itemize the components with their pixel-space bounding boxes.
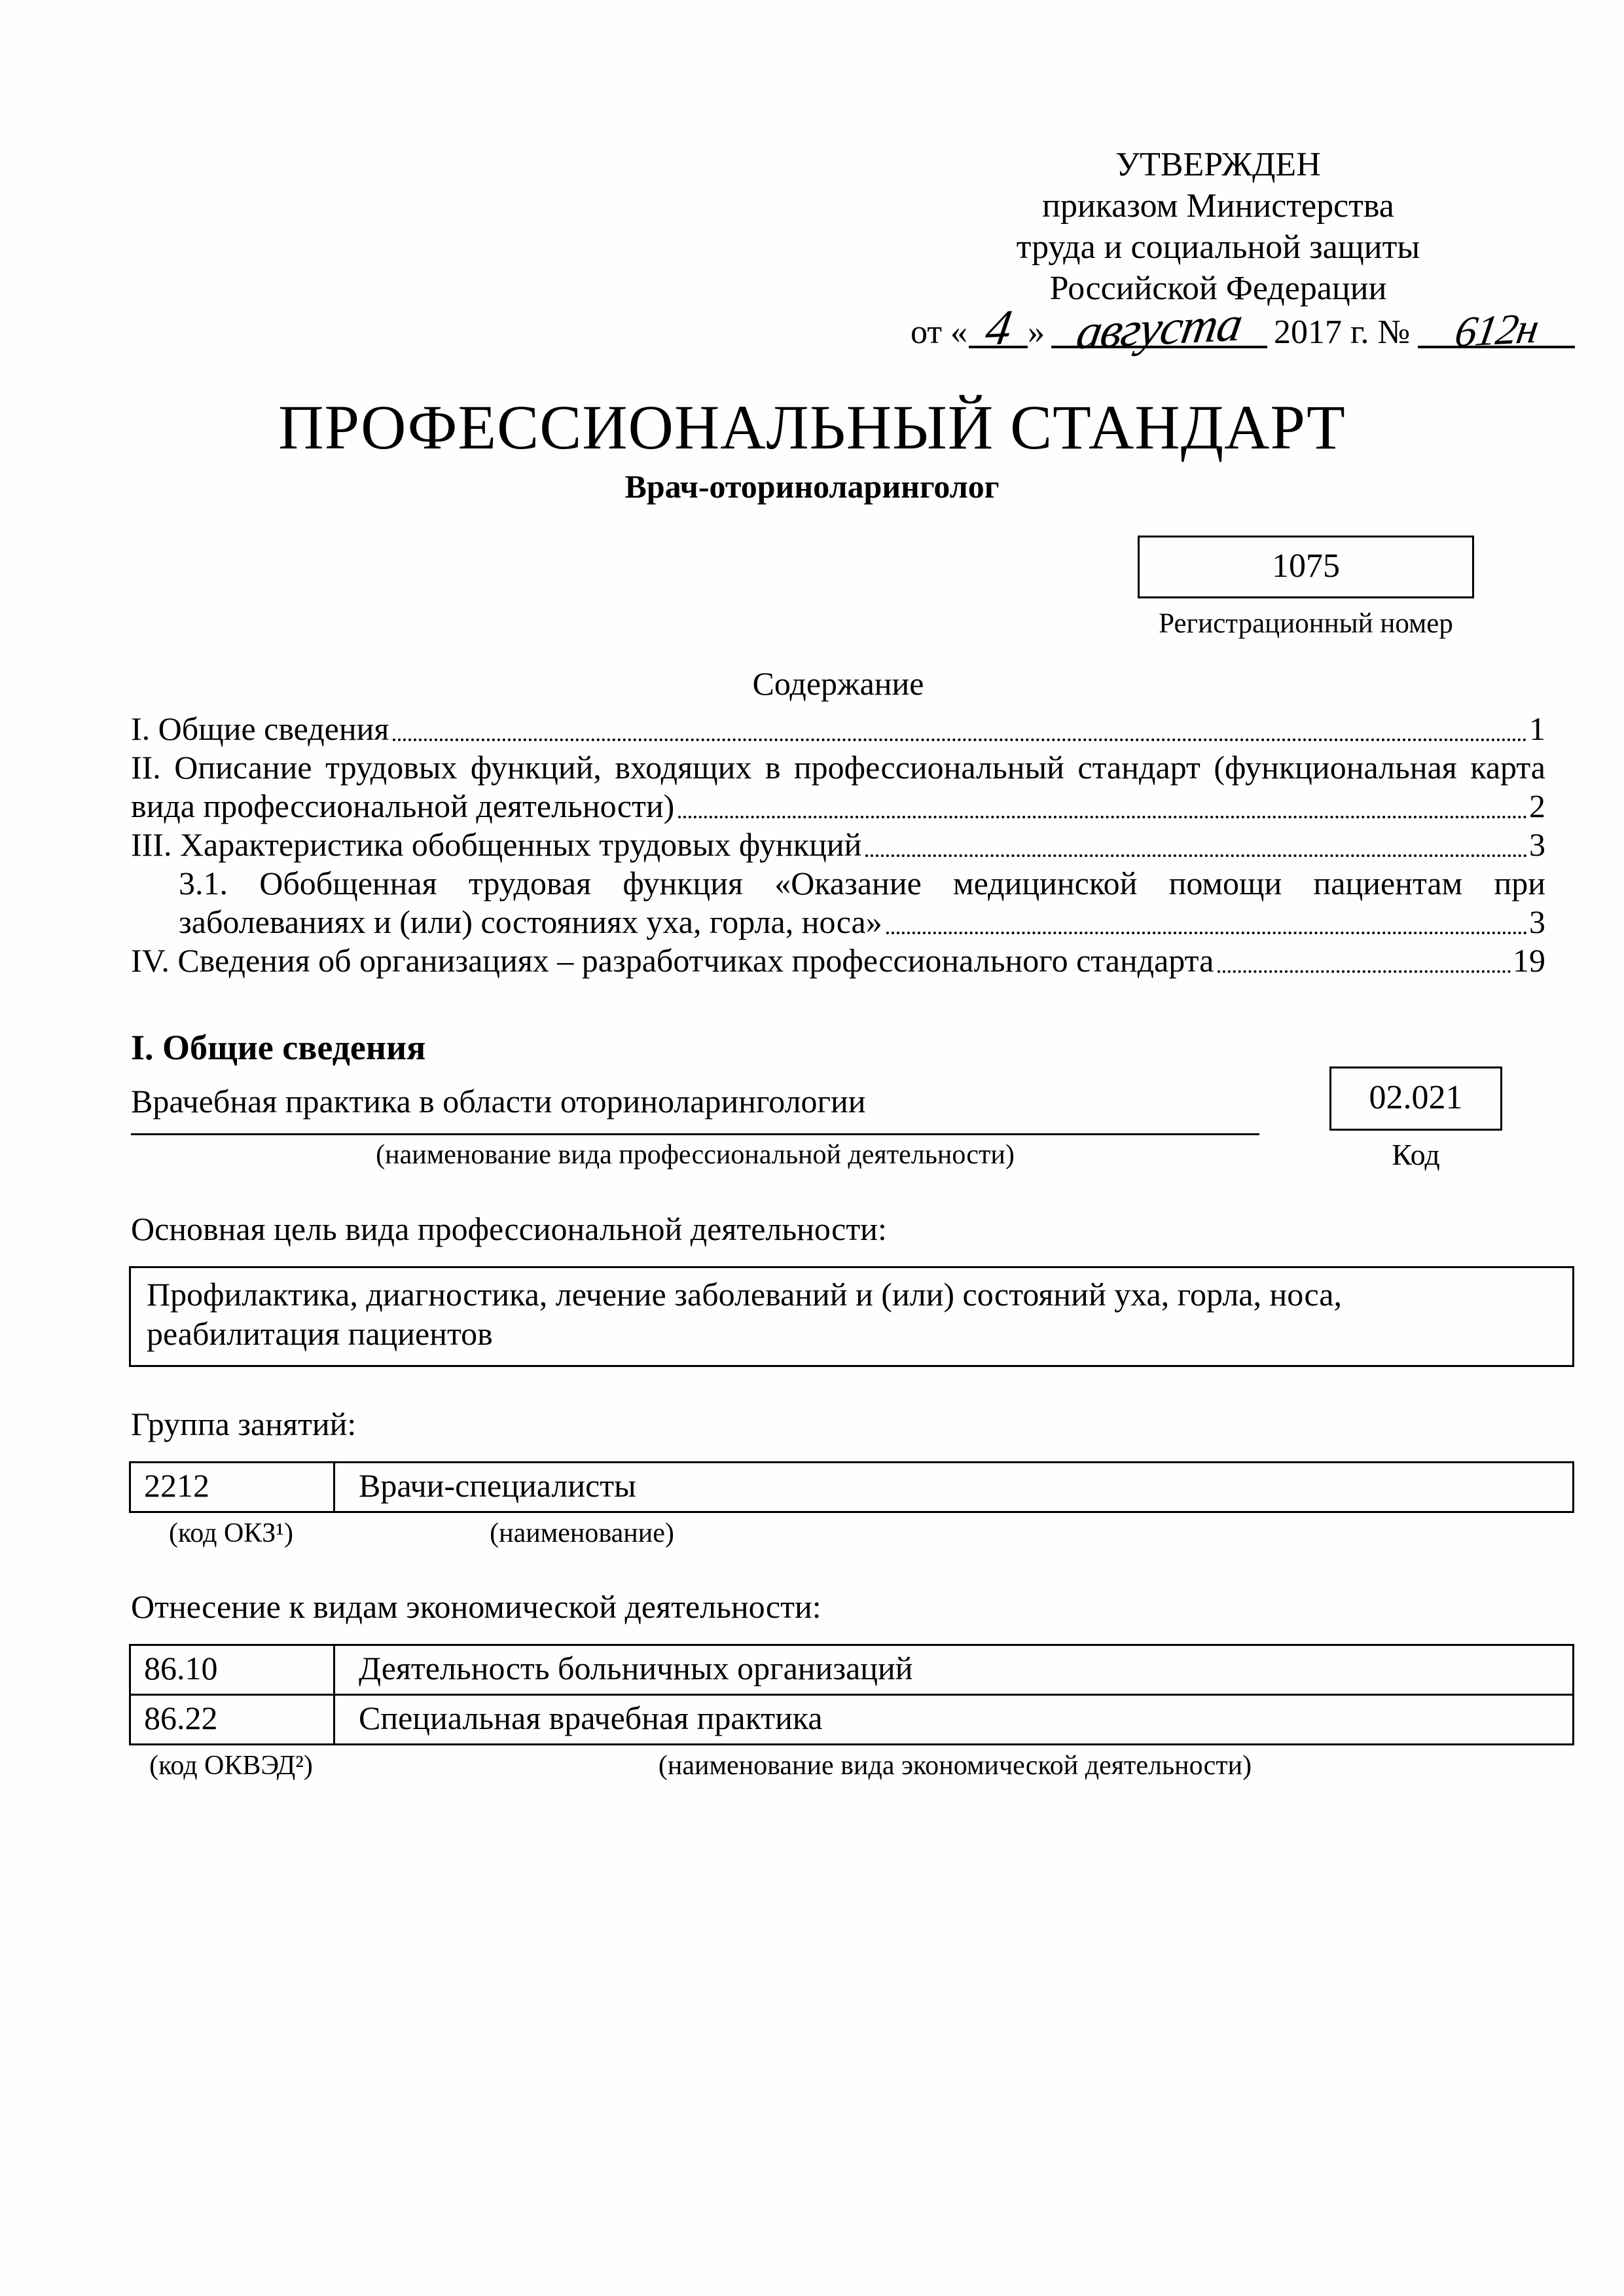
activity-name-field [131,1082,1259,1171]
toc-heading: Содержание [752,665,924,702]
occupation-code-cell: 2212 [131,1463,335,1511]
purpose-text-line-1: Профилактика, диагностика, лечение заболеваний и (или) состояний уха, горла, носа, [147,1275,1342,1313]
registration-number-box: 1075 [1138,536,1474,598]
toc-entry-3-1-line-2 [131,903,1545,941]
table-row [131,1646,1572,1694]
okz-code-caption: (код ОКЗ¹) [169,1518,293,1548]
toc-page-number: 19 [1513,941,1545,979]
document-title: ПРОФЕССИОНАЛЬНЫЙ СТАНДАРТ [278,392,1346,462]
date-close-quote: » [1028,314,1045,351]
occupation-table-captions [129,1517,1574,1550]
section-1-heading: I. Общие сведения [131,1027,426,1067]
okved-code-caption: (код ОКВЭД²) [149,1750,313,1781]
approval-line-ministry: труда и социальной защиты [1016,228,1420,266]
toc-page-number: 3 [1529,903,1545,940]
occupation-name-caption: (наименование) [490,1518,674,1548]
economic-activity-table [129,1644,1574,1745]
toc-dot-leader [886,932,1527,934]
toc-entry-3 [131,826,1545,864]
toc-entry-text: I. Общие сведения [131,710,389,747]
activity-code-box: 02.021 [1329,1066,1502,1131]
handwritten-number-blank [1418,304,1575,357]
occupation-group-label: Группа занятий: [131,1405,357,1442]
toc-dot-leader [678,816,1527,818]
toc-page-number: 3 [1529,826,1545,863]
economic-name-caption: (наименование вида экономической деятельности) [658,1750,1252,1781]
toc-entry-text: заболеваниях и (или) состояниях уха, горла, носа» [179,903,882,940]
toc-dot-leader [1218,970,1511,973]
okved-code-cell: 86.10 [131,1646,335,1694]
handwritten-order-number: 612н [1451,304,1542,357]
activity-name-row [131,1078,1502,1172]
table-row [131,1694,1572,1743]
date-suffix: 2017 г. № [1274,314,1411,351]
toc-page-number: 1 [1529,710,1545,747]
toc-entry-text: II. Описание трудовых функций, входящих в профессиональный стандарт (функциональная карта [131,748,1545,786]
activity-name-value: Врачебная практика в области оториноларингологии [131,1082,1259,1135]
occupation-name-cell: Врачи-специалисты [359,1467,636,1504]
handwritten-month-blank [1051,296,1267,360]
purpose-label: Основная цель вида профессиональной деятельности: [131,1210,887,1247]
toc-entry-4 [131,941,1545,980]
toc-entry-text: III. Характеристика обобщенных трудовых функций [131,826,862,863]
activity-code-field [1329,1066,1502,1172]
toc-entry-2-line-2 [131,787,1545,826]
activity-code-label: Код [1392,1137,1440,1171]
registration-caption: Регистрационный номер [1159,608,1453,639]
handwritten-day-blank [969,300,1028,356]
approval-line-order: приказом Министерства [1042,187,1394,225]
table-row [131,1463,1572,1511]
toc-entry-3-1-line-1 [131,864,1545,903]
registration-block [1138,536,1474,640]
approval-line-federation: Российской Федерации [1049,270,1387,307]
toc-entry-text: вида профессиональной деятельности) [131,787,675,824]
toc-entry-2-line-1 [131,748,1545,787]
toc-entry-text: 3.1. Обобщенная трудовая функция «Оказание медицинской помощи пациентам при [179,864,1545,902]
toc-entry-text: IV. Сведения об организациях – разработчиках профессионального стандарта [131,941,1214,979]
toc-dot-leader [865,854,1527,857]
okved-code-cell: 86.22 [131,1696,335,1743]
toc-dot-leader [393,738,1527,741]
approval-date-line [911,296,1542,360]
activity-name-caption: (наименование вида профессиональной деятельности) [376,1139,1015,1170]
okved-name-cell: Деятельность больничных организаций [359,1649,913,1686]
document-subtitle: Врач-оториноларинголог [624,467,1000,505]
purpose-text-line-2: реабилитация пациентов [147,1315,493,1352]
okved-name-cell: Специальная врачебная практика [359,1699,823,1736]
table-of-contents [131,665,1545,980]
toc-entry-1 [131,710,1545,748]
purpose-box [129,1266,1574,1367]
approval-line-approved: УТВЕРЖДЕН [1115,146,1321,183]
approval-block [911,144,1542,360]
economic-activity-label: Отнесение к видам экономической деятельности: [131,1588,821,1625]
occupation-group-table [129,1461,1574,1513]
toc-page-number: 2 [1529,787,1545,824]
handwritten-month: августа [1073,296,1246,360]
economic-table-captions [129,1749,1574,1782]
handwritten-day: 4 [982,300,1015,356]
date-prefix: от « [911,314,968,351]
